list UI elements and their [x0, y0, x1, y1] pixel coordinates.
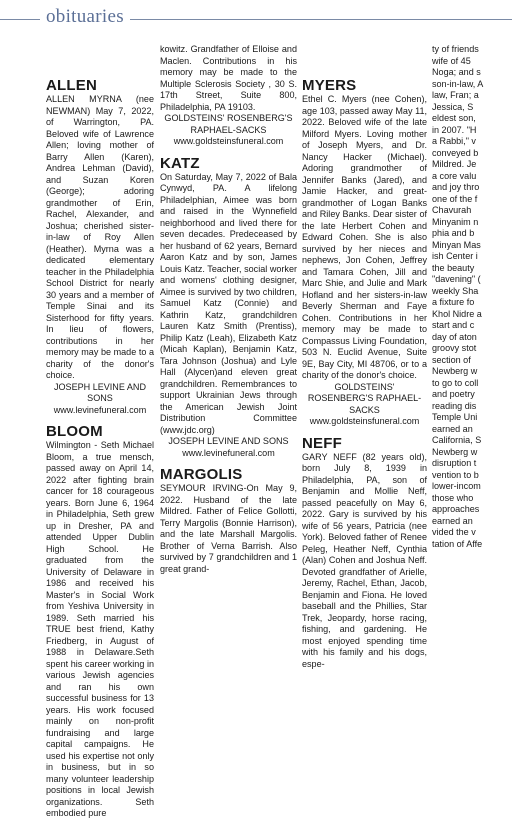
funeral-home: GOLDSTEINS' ROSENBERG'S RAPHAEL-SACKS — [164, 113, 293, 135]
cropped-text-line: start and c — [432, 320, 475, 330]
cropped-text-line: Noga; and s — [432, 67, 481, 77]
column-1 — [46, 77, 154, 818]
funeral-home-website: www.levinefuneral.com — [53, 404, 147, 415]
obituary-name: BLOOM — [46, 423, 103, 440]
cropped-text-line: to go to coll — [432, 377, 479, 388]
obituary-text: kowitz. Grandfather of Elloise and Maclen. Contributions in his memory may be made to the Multiple Sclerosis Society , 30 S. 17th Street, Suite 800, Philadelphia, PA 19103. — [160, 44, 297, 112]
obituary-name: KATZ — [160, 154, 200, 172]
cropped-text-line: one of the f — [432, 193, 478, 204]
funeral-home: GOLDSTEINS' ROSENBERG'S RAPHAEL-SACKS — [307, 381, 422, 415]
obituary-text: On Saturday, May 7, 2022 of Bala Cynwyd, PA. A lifelong Philadelphian, Aimee was born and raised in the Wynnefield neighborhood and lived there for seven decades. Predeceased by her husband of 62 years, Bernard Aaron Katz and by son, James Louis Katz. Teacher, social worker and womens' clothing designer, Aimee is survived by two children, Samuel Katz (Connie) and Kathrin Katz, grandchildren Lauren Katz Smith (Prentiss), Philip Katz (Leah), Elizabeth Katz (Micah Kaplan), Benjamin Katz, Tara Johnson (Joshua) and Lyle Hall (Alycen)and eleven great grandchildren. Remembrances to support Ukrainian Jews through the American Jewish Joint Distribution Committee (www.jdc.org) — [160, 171, 297, 435]
obituary-margolis — [160, 467, 297, 575]
column-3 — [302, 77, 427, 669]
cropped-text-line: Newberg w — [432, 366, 478, 376]
funeral-home-website: www.goldsteinsfuneral.com — [173, 136, 284, 146]
cropped-text-line: Jessica, S — [432, 101, 474, 112]
obituary-name: MYERS — [302, 77, 357, 94]
obituary-text: Ethel C. Myers (nee Cohen), age 103, passed away May 11, 2022. Beloved wife of the late Milford Myers. Loving mother of Joseph Myers, and Dr. Nancy Hacker (Michael). Adoring grandmother of Jennifer Banks (Jared), and Jamie Hacker, and great-grandmother of Logan Banks and Riley Banks. Dear sister of the late Herbert Cohen and Edward Cohen. She is also survived by her nieces and nephews, Jon Cohen, Jeffrey and Tamara Cohen, Jill and Marc Shie, and Julie and Mark Hofland and her sisters-in-law Beverly Sherman and Faye Cohen. Contributions in her memory may be made to Compassus Living Foundation, 503 N. Euclid Avenue, Suite 9E, Bay City, MI 48706, or to a charity of the donor's choice. — [302, 94, 427, 380]
cropped-text-line: those who — [432, 492, 474, 503]
obituary-text: GARY NEFF (82 years old), born July 8, 1939 in Philadelphia, PA, son of Benjamin and Mollie Neff, passed peacefully on May 6, 2022. Gary is survived by his wife of 56 years, Patricia (nee York). Beloved father of Renee Peleg, Heather Neff, Cynthia (Alan) Cohen and Joshua Neff. Devoted grandfather of Arielle, Jeremy, Rachel, Ethan, Jacob, Benjamin and Fiona. He loved baseball and the Phillies, Star Trek, Jeopardy, horse racing, fishing, and gardening. He most enjoyed spending time with his family and his dogs, espe- — [302, 451, 427, 669]
cropped-text-line: Minyan Mas — [432, 239, 481, 250]
cropped-text-line: ish Center i — [432, 251, 478, 261]
obituary-allen — [46, 78, 154, 416]
cropped-text-line: and poetry — [432, 389, 475, 399]
obituary-neff — [302, 436, 427, 671]
cropped-text-line: tation of Affe — [432, 538, 483, 549]
cropped-text-line: Khol Nidre a — [432, 308, 482, 319]
obituary-name: NEFF — [302, 434, 342, 452]
cropped-text-line: section of — [432, 354, 471, 365]
cropped-text-line: vided the v — [432, 527, 476, 537]
cropped-text-line: ty of friends — [432, 44, 479, 54]
cropped-text-line: eldest son, — [432, 113, 476, 123]
obituary-text: SEYMOUR IRVING-On May 9, 2022. Husband of the late Mildred. Father of Felice Gollotti, Terry Margolis (Bonnie Harrison), and the late Marshall Margolis. Brother of Verna Barrish. Also survived by 7 grandchildren and 1 great grand- — [160, 483, 297, 574]
obituary-bloom — [46, 424, 154, 820]
column-4-cropped — [432, 44, 512, 549]
cropped-text-line: a fixture fo — [432, 297, 475, 307]
cropped-text-line: California, S — [432, 435, 482, 445]
cropped-text-line: approaches — [432, 504, 480, 514]
column-2 — [160, 44, 297, 574]
cropped-text-line: in 2007. "H — [432, 124, 477, 135]
obituary-text: Wilmington - Seth Michael Bloom, a true mensch, passed away on April 14, 2022 after fighting brain cancer for 18 courageous years. Born June 6, 1964 in Philadelphia, Seth grew up in Dresher, PA and attended Upper Dublin High School. He graduated from the University of Delaware in 1986 and received his Master's in Social Work from Yeshiva University in 1989. Seth married his TRUE best friend, Kathy Friedberg, in August of 1988 in Delaware.Seth spent his career working in various Jewish agencies and ran his own successful business for 13 years. His work focused mainly on non-profit fundraising and large capital campaigns. He used his expertise not only in business, but in so many volunteer leadership positions in local Jewish organizations. Seth embodied pure — [46, 440, 154, 818]
cropped-text-line: son-in-law, A — [432, 78, 484, 89]
cropped-text-line: Chavurah — [432, 205, 472, 215]
cropped-text-line: and joy thro — [432, 182, 480, 192]
cropped-text-line: earned an — [432, 423, 473, 434]
cropped-text-line: day of aton — [432, 331, 477, 342]
funeral-home: JOSEPH LEVINE AND SONS — [53, 381, 146, 403]
cropped-text-line: lower-incom — [432, 481, 481, 491]
cropped-text-line: conveyed b — [432, 147, 479, 158]
cropped-text-line: reading dis — [432, 400, 477, 411]
cropped-text-line: Temple Uni — [432, 412, 478, 422]
cropped-text-line: law, Fran; a — [432, 90, 479, 100]
cropped-text-line: "davening" ( — [432, 274, 481, 284]
obituary-name: MARGOLIS — [160, 466, 243, 483]
cropped-text-line: a Rabbi," v — [432, 136, 476, 146]
section-header — [0, 0, 512, 36]
cropped-text-line: groovy stot — [432, 343, 477, 353]
obituary-name: ALLEN — [46, 77, 97, 94]
funeral-home: JOSEPH LEVINE AND SONS — [168, 436, 289, 446]
cropped-text-line: the beauty — [432, 262, 475, 273]
cropped-text-line: Newberg w — [432, 446, 478, 457]
cropped-text-line: Minyanim n — [432, 216, 479, 227]
obituary-continued — [160, 44, 297, 148]
obituary-myers — [302, 78, 427, 428]
funeral-home-website: www.goldsteinsfuneral.com — [309, 416, 420, 426]
cropped-text-line: disruption t — [432, 458, 477, 468]
cropped-text-line: Mildred. Je — [432, 159, 477, 169]
cropped-text-line: weekly Sha — [432, 285, 479, 296]
cropped-text-line: earned an — [432, 515, 473, 526]
cropped-text-line: a core valu — [432, 170, 477, 181]
section-title: obituaries — [40, 6, 130, 28]
cropped-text-line: phia and b — [432, 228, 475, 238]
cropped-text-line: vention to b — [432, 469, 479, 480]
obituary-text: ALLEN MYRNA (nee NEWMAN) May 7, 2022, of Warrington, PA. Beloved wife of Lawrence Allen; loving mother of Barry Allen (Karen), Andrea Lehman (David), and Suzan Koren (George); adoring grandmother of Erin, Rachel, Alexander, and Joshua; cherished sister-in-law of Roy Allen (Heather). Myrna was a dedicated elementary teacher in the Philadelphia School District for nearly 30 years and a member of Temple Sinai and its Sisterhood for fifty years. In lieu of flowers, contributions in her memory may be made to a charity of the donor's choice. — [46, 94, 154, 380]
obituary-katz — [160, 156, 297, 460]
funeral-home-website: www.levinefuneral.com — [182, 447, 275, 458]
cropped-text-line: wife of 45 — [432, 55, 471, 66]
